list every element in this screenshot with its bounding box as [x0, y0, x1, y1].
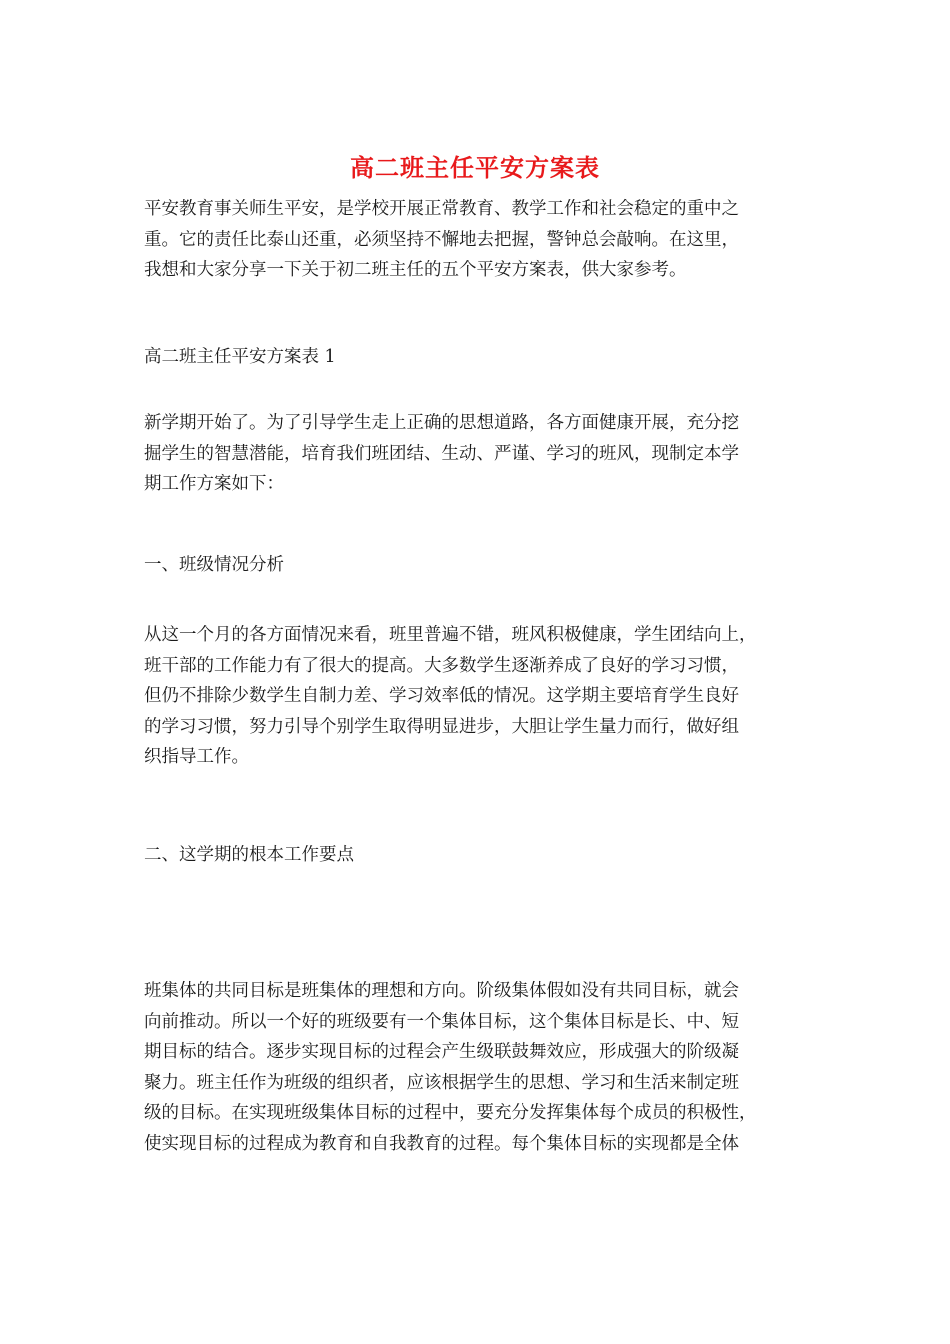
text-line: 从这一个月的各方面情况来看，班里普遍不错，班风积极健康，学生团结向上， [144, 625, 757, 645]
text-line: 的学习习惯，努力引导个别学生取得明显进步，大胆让学生量力而行，做好组 [144, 716, 739, 737]
text-line: 期工作方案如下： [144, 474, 284, 494]
text-line: 我想和大家分享一下关于初二班主任的五个平安方案表，供大家参考。 [144, 260, 687, 280]
text-line: 使实现目标的过程成为教育和自我教育的过程。每个集体目标的实现都是全体 [144, 1133, 739, 1154]
paragraph-2 [144, 620, 809, 773]
document-title: 高二班主任平安方案表 [350, 153, 600, 182]
text-line: 新学期开始了。为了引导学生走上正确的思想道路，各方面健康开展，充分挖 [144, 413, 739, 433]
text-line: 平安教育事关师生平安，是学校开展正常教育、教学工作和社会稳定的重中之 [144, 199, 739, 219]
text-line: 聚力。班主任作为班级的组织者，应该根据学生的思想、学习和生活来制定班 [144, 1072, 739, 1093]
text-line: 织指导工作。 [144, 747, 249, 767]
text-line: 掘学生的智慧潜能，培育我们班团结、生动、严谨、学习的班风，现制定本学 [144, 443, 739, 464]
text-line: 向前推动。所以一个好的班级要有一个集体目标，这个集体目标是长、中、短 [144, 1011, 739, 1032]
section-title: 高二班主任平安方案表 1 [144, 347, 336, 367]
paragraph-3 [144, 976, 809, 1159]
heading-work-points: 二、这学期的根本工作要点 [144, 845, 354, 865]
text-line: 重。它的责任比泰山还重，必须坚持不懈地去把握，警钟总会敲响。在这里， [144, 229, 739, 250]
heading-class-analysis: 一、班级情况分析 [144, 555, 284, 575]
text-line: 但仍不排除少数学生自制力差、学习效率低的情况。这学期主要培育学生良好 [144, 686, 739, 706]
text-line: 期目标的结合。逐步实现目标的过程会产生级联鼓舞效应，形成强大的阶级凝 [144, 1042, 739, 1062]
text-line: 班干部的工作能力有了很大的提高。大多数学生逐渐养成了良好的学习习惯， [144, 655, 739, 676]
text-line: 班集体的共同目标是班集体的理想和方向。阶级集体假如没有共同目标，就会 [144, 981, 739, 1001]
intro-paragraph [144, 194, 809, 286]
text-line: 级的目标。在实现班级集体目标的过程中，要充分发挥集体每个成员的积极性， [144, 1103, 757, 1123]
paragraph-1 [144, 408, 809, 500]
